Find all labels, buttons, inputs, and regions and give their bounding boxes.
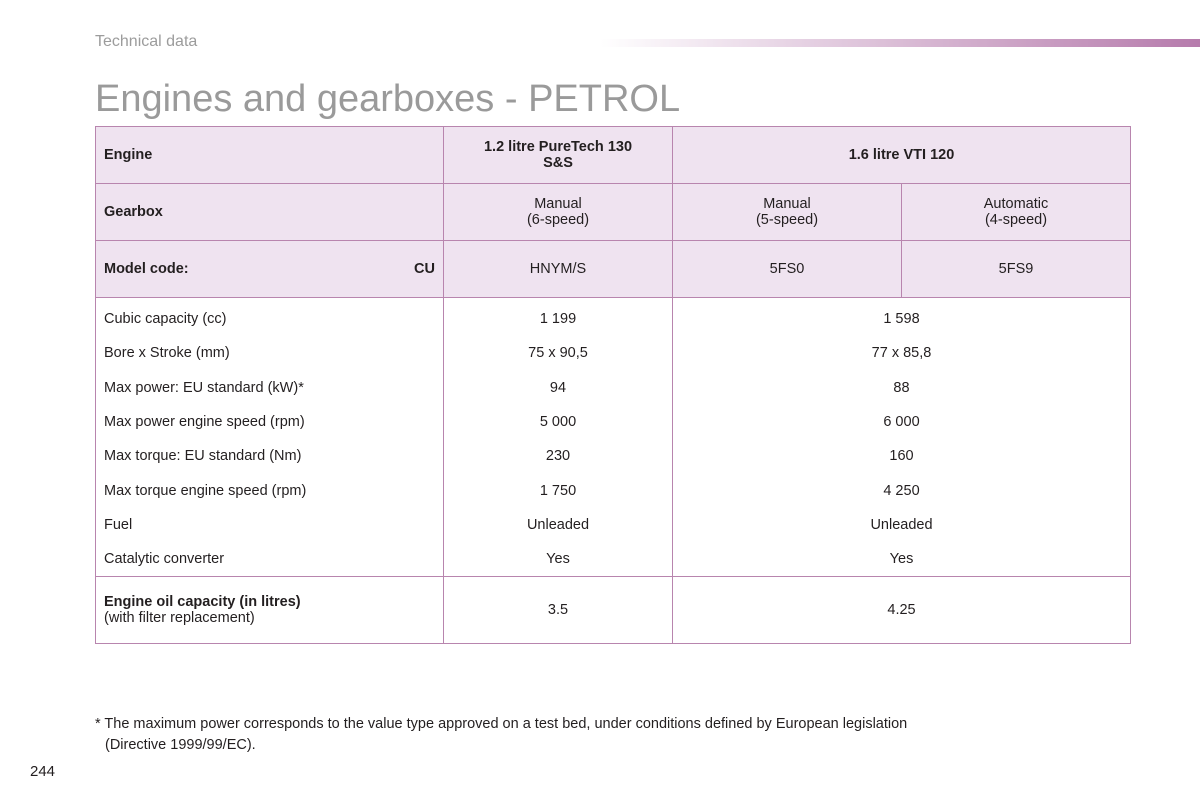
section-label: Technical data xyxy=(95,33,198,50)
gearbox-type: Automatic xyxy=(983,196,1049,212)
gearbox-row xyxy=(96,184,1131,241)
gearbox-type: Manual xyxy=(534,196,582,212)
table-row xyxy=(96,298,1131,337)
footnote-line-2: (Directive 1999/99/EC). xyxy=(105,736,256,753)
model-code-value: 5FS0 xyxy=(673,241,902,298)
model-code-row xyxy=(96,241,1131,298)
row-value-engine-1: Yes xyxy=(444,542,673,577)
row-label: Bore x Stroke (mm) xyxy=(96,336,444,370)
row-value-engine-2: 1 598 xyxy=(673,298,1131,337)
oil-capacity-engine-2: 4.25 xyxy=(673,577,1131,644)
model-code-label-cell xyxy=(96,241,444,298)
engine-1-name: 1.2 litre PureTech 130 xyxy=(483,139,633,155)
row-value-engine-2: Yes xyxy=(673,542,1131,577)
table-row xyxy=(96,439,1131,473)
oil-capacity-row xyxy=(96,577,1131,644)
gearbox-cell xyxy=(902,184,1131,241)
row-value-engine-2: 6 000 xyxy=(673,405,1131,439)
row-value-engine-1: 230 xyxy=(444,439,673,473)
engine-row xyxy=(96,127,1131,184)
engine-label: Engine xyxy=(96,127,444,184)
model-code-suffix: CU xyxy=(414,261,435,277)
gearbox-type: Manual xyxy=(763,196,811,212)
page-title: Engines and gearboxes - PETROL xyxy=(95,78,681,120)
row-label: Max power engine speed (rpm) xyxy=(96,405,444,439)
oil-capacity-engine-1: 3.5 xyxy=(444,577,673,644)
oil-capacity-label: Engine oil capacity (in litres) xyxy=(104,594,301,611)
row-value-engine-2: Unleaded xyxy=(673,508,1131,542)
row-value-engine-1: Unleaded xyxy=(444,508,673,542)
table-row xyxy=(96,336,1131,370)
row-value-engine-2: 88 xyxy=(673,371,1131,405)
row-value-engine-2: 160 xyxy=(673,439,1131,473)
table-row xyxy=(96,473,1131,507)
oil-capacity-label-cell xyxy=(96,577,444,644)
model-code-value: HNYM/S xyxy=(444,241,673,298)
row-value-engine-1: 1 199 xyxy=(444,298,673,337)
gearbox-speeds: (5-speed) xyxy=(755,212,819,228)
engine-spec-table xyxy=(95,126,1131,644)
engine-1-variant: S&S xyxy=(543,155,573,171)
row-label: Max torque engine speed (rpm) xyxy=(96,473,444,507)
gearbox-speeds: (6-speed) xyxy=(526,212,590,228)
gearbox-cell xyxy=(444,184,673,241)
table-row xyxy=(96,371,1131,405)
model-code-label-wrap xyxy=(104,261,435,277)
row-value-engine-1: 1 750 xyxy=(444,473,673,507)
row-label: Max torque: EU standard (Nm) xyxy=(96,439,444,473)
row-value-engine-2: 4 250 xyxy=(673,473,1131,507)
row-value-engine-1: 75 x 90,5 xyxy=(444,336,673,370)
row-label: Catalytic converter xyxy=(96,542,444,577)
engine-2-name: 1.6 litre VTI 120 xyxy=(673,127,1131,184)
model-code-value: 5FS9 xyxy=(902,241,1131,298)
row-label: Fuel xyxy=(96,508,444,542)
model-code-label: Model code: xyxy=(104,261,189,277)
row-value-engine-1: 5 000 xyxy=(444,405,673,439)
gearbox-cell xyxy=(673,184,902,241)
header-gradient-bar xyxy=(600,39,1200,47)
oil-capacity-sublabel: (with filter replacement) xyxy=(104,610,255,627)
row-label: Cubic capacity (cc) xyxy=(96,298,444,337)
footnote-line-1: * The maximum power corresponds to the value type approved on a test bed, under conditions defined by European legislation xyxy=(95,716,908,732)
table-row xyxy=(96,508,1131,542)
row-value-engine-1: 94 xyxy=(444,371,673,405)
gearbox-speeds: (4-speed) xyxy=(984,212,1048,228)
table-row xyxy=(96,405,1131,439)
table-row xyxy=(96,542,1131,577)
footnote xyxy=(95,714,907,755)
gearbox-label: Gearbox xyxy=(96,184,444,241)
page-number: 244 xyxy=(30,763,56,780)
row-label: Max power: EU standard (kW)* xyxy=(96,371,444,405)
row-value-engine-2: 77 x 85,8 xyxy=(673,336,1131,370)
engine-1-cell xyxy=(444,127,673,184)
